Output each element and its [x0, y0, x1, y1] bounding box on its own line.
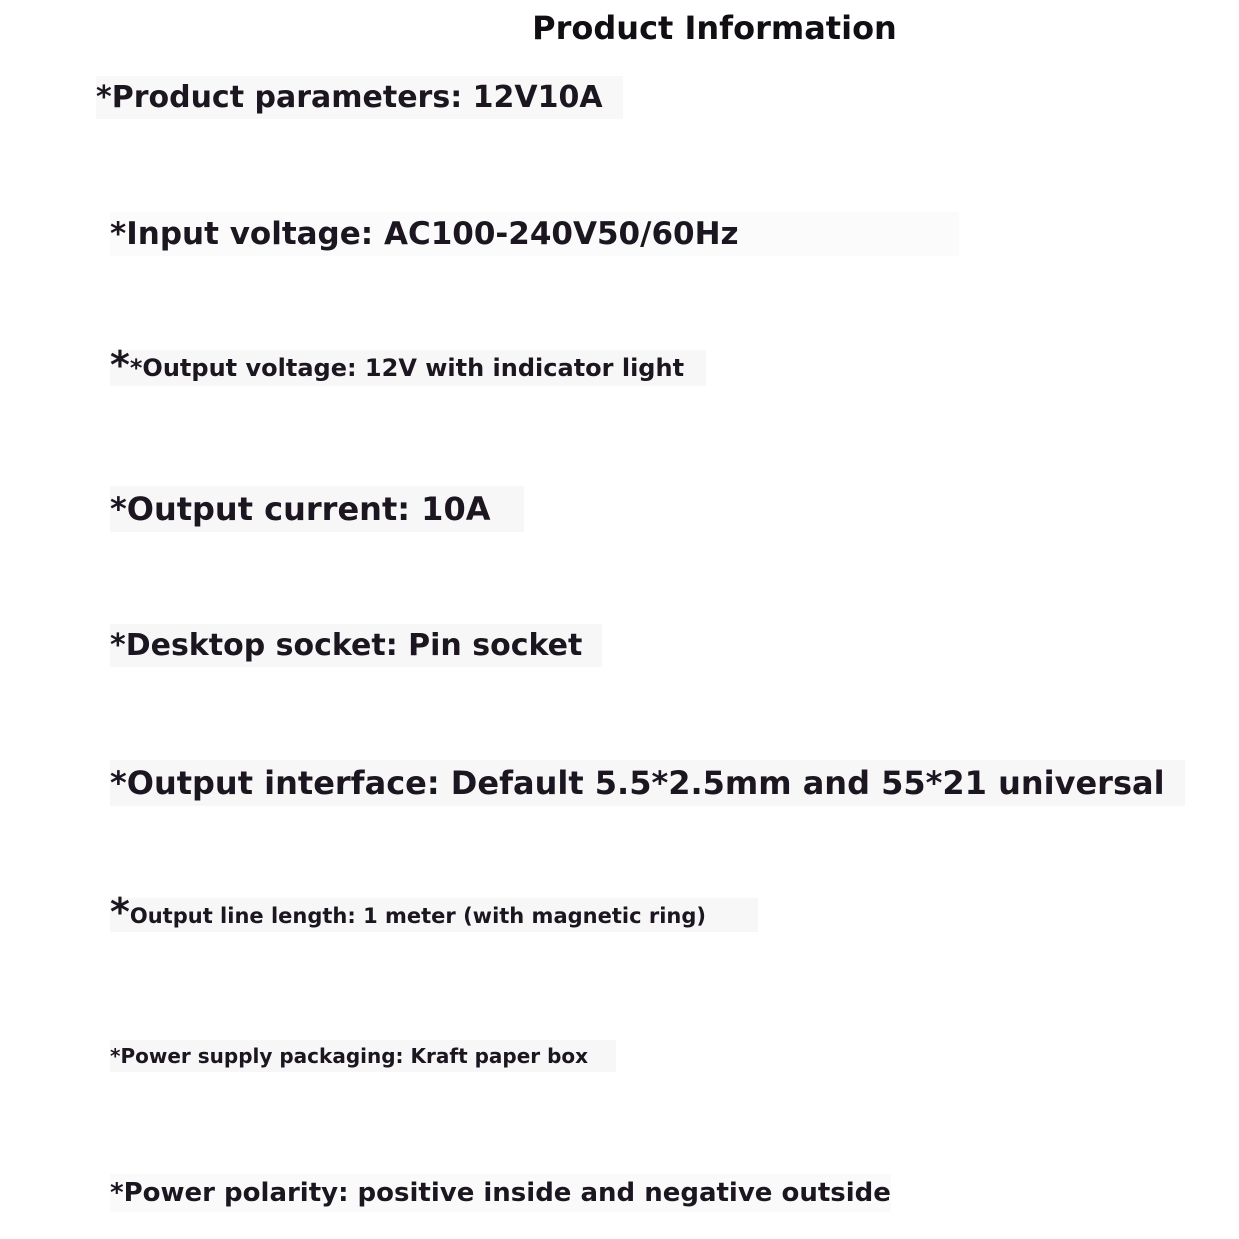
spec-input-voltage: [110, 212, 959, 256]
spec-text: Power polarity: positive inside and negative outside: [123, 1178, 891, 1208]
spec-power-polarity: [110, 1174, 891, 1212]
spec-text: *Output voltage: 12V with indicator light: [129, 354, 685, 382]
bullet-star: *: [110, 1044, 121, 1068]
spec-output-current: [110, 486, 524, 532]
bullet-star: *: [110, 628, 126, 663]
spec-text: Power supply packaging: Kraft paper box: [120, 1044, 589, 1068]
bullet-star: *: [110, 490, 127, 528]
bullet-star: *: [110, 764, 127, 802]
spec-text: Input voltage: AC100-240V50/60Hz: [126, 216, 739, 252]
spec-product-parameters: [96, 76, 623, 119]
bullet-star: *: [110, 890, 130, 934]
spec-text: Desktop socket: Pin socket: [125, 628, 583, 663]
spec-power-supply-packaging: [110, 1040, 616, 1072]
bullet-star: *: [110, 1178, 124, 1208]
bullet-star: *: [96, 80, 112, 115]
bullet-star: *: [110, 216, 127, 252]
spec-output-line-length: [110, 890, 758, 934]
spec-text: Output current: 10A: [126, 490, 491, 528]
spec-output-voltage: [110, 343, 706, 387]
spec-text: Product parameters: 12V10A: [111, 80, 603, 115]
spec-output-interface: [110, 760, 1185, 806]
page-title: Product Information: [532, 9, 897, 47]
bullet-star: *: [110, 343, 130, 387]
spec-desktop-socket: [110, 624, 602, 667]
spec-text: Output line length: 1 meter (with magnetic ring): [129, 904, 706, 928]
spec-text: Output interface: Default 5.5*2.5mm and 55*21 universal: [126, 764, 1165, 802]
